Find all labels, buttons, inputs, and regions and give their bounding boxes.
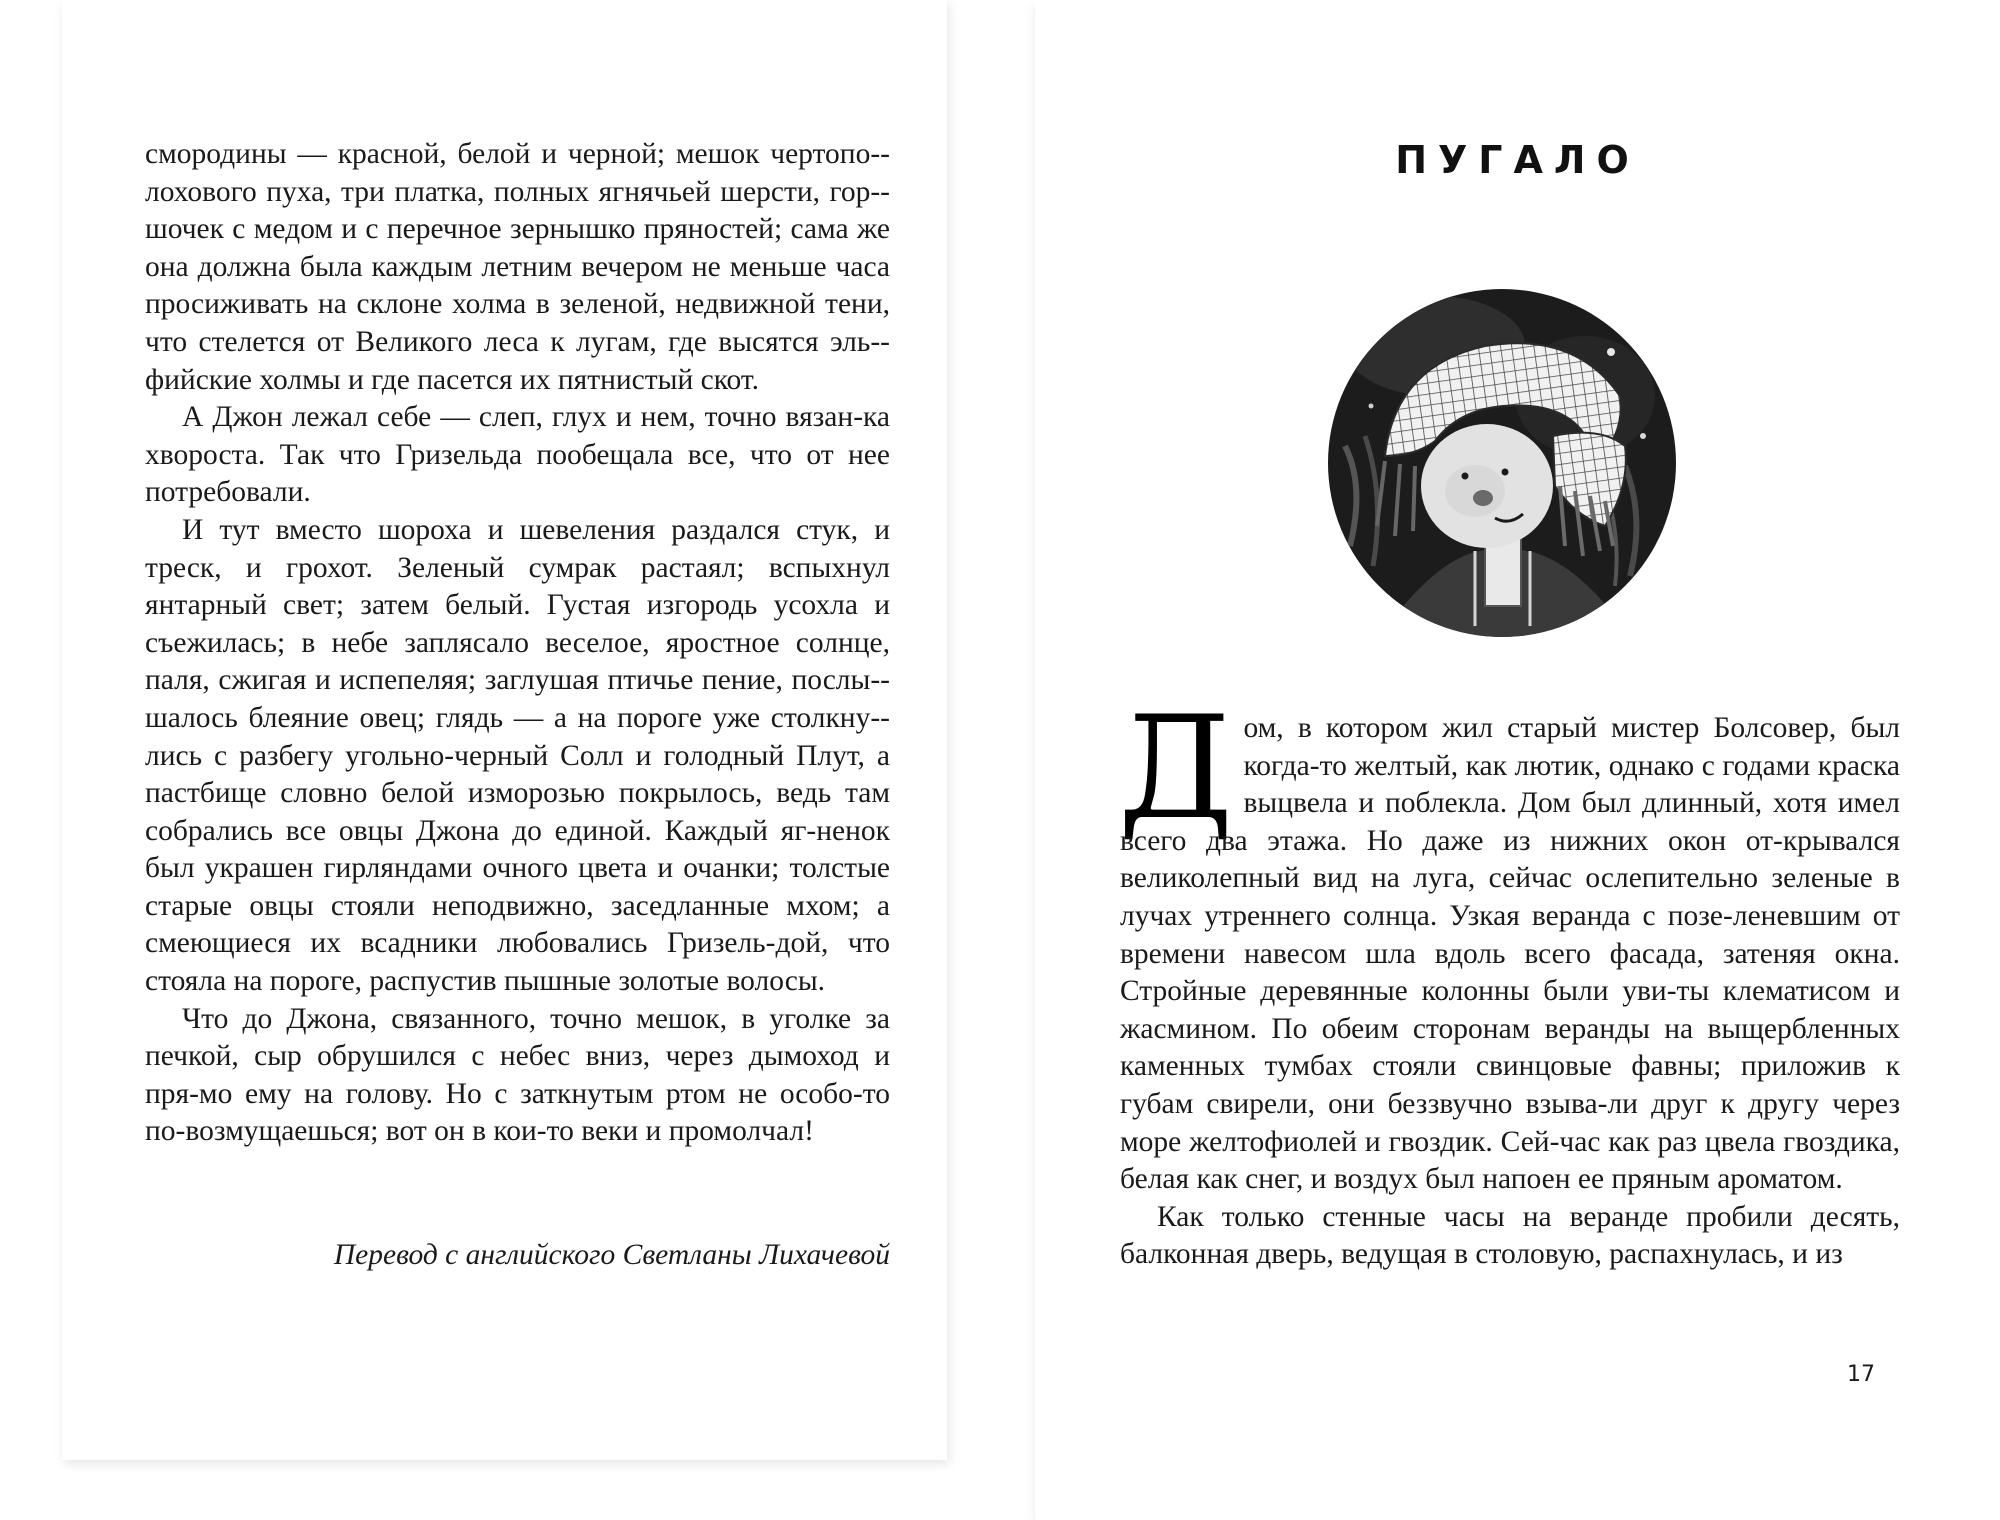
left-page-text <box>145 136 890 1151</box>
scarecrow-illustration <box>1325 286 1679 640</box>
page-number: 17 <box>1847 1362 1875 1387</box>
opening-paragraph <box>1118 686 1900 1199</box>
chapter-title: ПУГАЛО <box>1395 138 1640 182</box>
left-paragraph-3: И тут вместо шороха и шевеления раздался стук, и треск, и грохот. Зеленый сумрак растаял; вспыхнул янтарный свет; затем белый. Густая изгородь усохла и съежилась; в небе заплясало веселое, яростное солнце, паля, сжигая и испепеляя; заглушая птичье пение, послы-шалось блеяние овец; глядь — а на пороге уже столкну-лись с разбегу угольно-черный Солл и голодный Плут, а пастбище словно белой изморозью покрылось, ведь там собрались все овцы Джона до единой. Каждый яг-ненок был украшен гирляндами очного цвета и очанки; толстые старые овцы стояли неподвижно, заседланные мхом; а смеющиеся их всадники любовались Гризель-дой, что стояла на пороге, распустив пышные золотые волосы. <box>145 513 890 998</box>
right-page <box>1035 0 2000 1520</box>
right-page-text <box>1118 686 1900 1274</box>
left-paragraph-4: Что до Джона, связанного, точно мешок, в уголке за печкой, сыр обрушился с небес вниз, через дымоход и пря-мо ему на голову. Но с заткнутым ртом не особо-то по-возмущаешься; вот он в кои-то веки и промолчал! <box>145 1002 890 1148</box>
right-paragraph-2: Как только стенные часы на веранде пробили десять, балконная дверь, ведущая в столовую, распахнулась, и из <box>1120 1200 1900 1271</box>
drop-cap: Д <box>1118 686 1234 851</box>
left-paragraph-2: А Джон лежал себе — слеп, глух и нем, точно вязан-ка хвороста. Так что Гризельда пообещала все, что от нее потребовали. <box>145 401 890 509</box>
left-paragraph-1: смородины — красной, белой и черной; мешок чертопо-лохового пуха, три платка, полных ягнячьей шерсти, гор-шочек с медом и с перечное зернышко пряностей; сама же она должна была каждым летним вечером не меньше часа просиживать на склоне холма в зеленой, недвижной тени, что стелется от Великого леса к лугам, где высятся эль-фийские холмы и где пасется их пятнистый скот. <box>145 138 890 396</box>
opening-paragraph-text: ом, в котором жил старый мистер Болсовер, был когда-то желтый, как лютик, однако с годами краска выцвела и поблекла. Дом был длинный, хотя имел всего два этажа. Но даже из нижних окон от-крывался великолепный вид на луга, сейчас ослепительно зеленые в лучах утреннего солнца. Узкая веранда с позе-леневшим от времени навесом шла вдоль всего фасада, затеняя окна. Стройные деревянные колонны были уви-ты клематисом и жасмином. По обеим сторонам веранды на выщербленных каменных тумбах стояли свинцовые фавны; приложив к губам свирели, они беззвучно взыва-ли друг к другу через море желтофиолей и гвоздик. Сей-час как раз цвела гвоздика, белая как снег, и воздух был напоен ее пряным ароматом. <box>1120 712 1900 1196</box>
left-page <box>62 0 947 1460</box>
translator-attribution: Перевод с английского Светланы Лихачевой <box>333 1239 890 1271</box>
